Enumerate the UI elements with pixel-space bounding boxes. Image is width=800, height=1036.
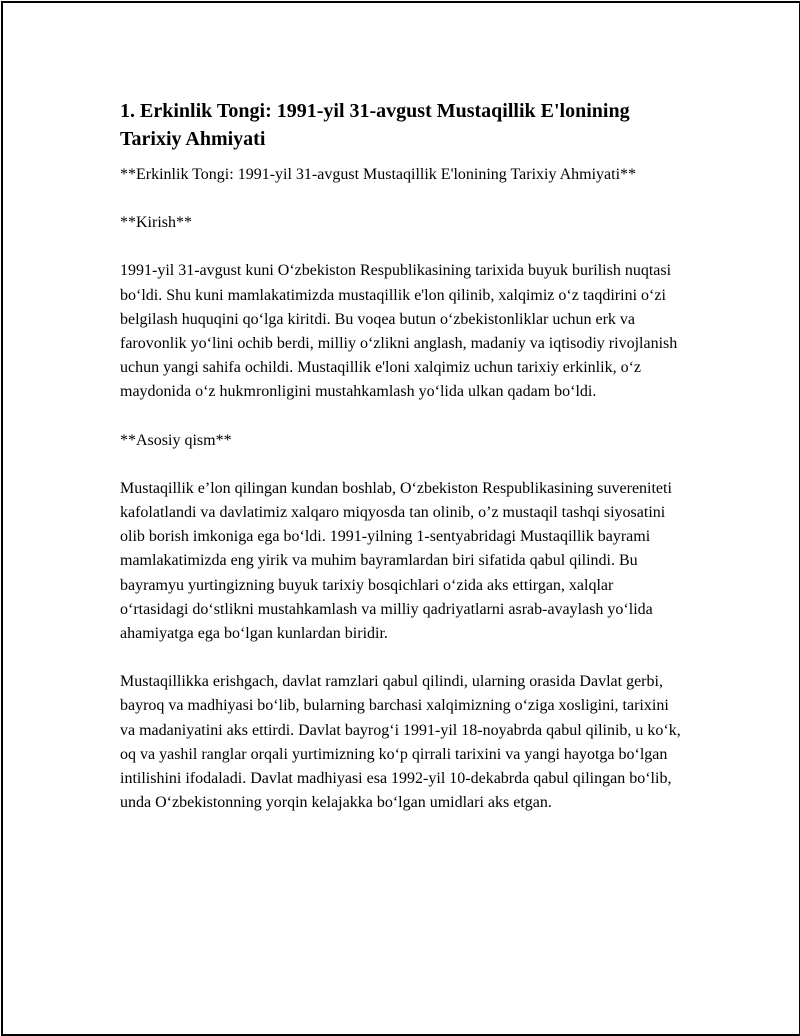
kirish-heading: **Kirish** [120,214,192,232]
asosiy-qism-heading: **Asosiy qism** [120,431,232,449]
document-subtitle: **Erkinlik Tongi: 1991-yil 31-avgust Mustaqillik E'lonining Tarixiy Ahmiyati** [120,166,637,183]
main-paragraph-1: Mustaqillik e’lon qilingan kundan boshlab, O‘zbekiston Respublikasining suvereniteti kafolatlandi va davlatimiz xalqaro miqyosda tan olinib, o’z mustaqil tashqi siyosatini olib borish imkoniga ega bo‘ldi. 1991-yilning 1-sentyabridagi Mustaqillik bayrami mamlakatimizda eng yirik va muhim bayramlardan biri sifatida qabul qilindi. Bu bayramyu yurtingizning buyuk tarixiy bosqichlari o‘zida aks ettirgan, xalqlar o‘rtasidagi do‘stlikni mustahkamlash va milliy qadriyatlarni asrab-avaylash yo‘lida ahamiyatga ega bo‘lgan kunlardan biridir. [120,479,672,643]
intro-paragraph: 1991-yil 31-avgust kuni O‘zbekiston Respublikasining tarixida buyuk burilish nuqtasi bo‘ldi. Shu kuni mamlakatimizda mustaqillik e'lon qilinib, xalqimiz o‘z taqdirini o‘zi belgilash huquqini qo‘lga kiritdi. Bu voqea butun o‘zbekistonliklar uchun erk va farovonlik yo‘lini ochib berdi, milliy o‘zlikni anglash, madaniy va iqtisodiy rivojlanish uchun yangi sahifa ochildi. Mustaqillik e'loni xalqimiz uchun tarixiy erkinlik, o‘z maydonida o‘z hukmronligini mustahkamlash yo‘lida ulkan qadam bo‘ldi. [120,262,678,401]
page-frame [1,1,800,1036]
document-title: 1. Erkinlik Tongi: 1991-yil 31-avgust Mustaqillik E'lonining Tarixiy Ahmiyati [120,100,630,150]
document-body [120,97,684,815]
main-paragraph-2: Mustaqillikka erishgach, davlat ramzlari qabul qilindi, ularning orasida Davlat gerbi, bayroq va madhiyasi bo‘lib, bularning barchasi xalqimizning o‘ziga xosligini, tarixini va madaniyatini aks ettirdi. Davlat bayrog‘i 1991-yil 18-noyabrda qabul qilinib, u ko‘k, oq va yashil ranglar orqali yurtimizning ko‘p qirrali tarixini va yangi hayotga bo‘lgan intilishini ifodaladi. Davlat madhiyasi esa 1992-yil 10-dekabrda qabul qilingan bo‘lib, unda O‘zbekistonning yorqin kelajakka bo‘lgan umidlari aks etgan. [120,673,681,812]
